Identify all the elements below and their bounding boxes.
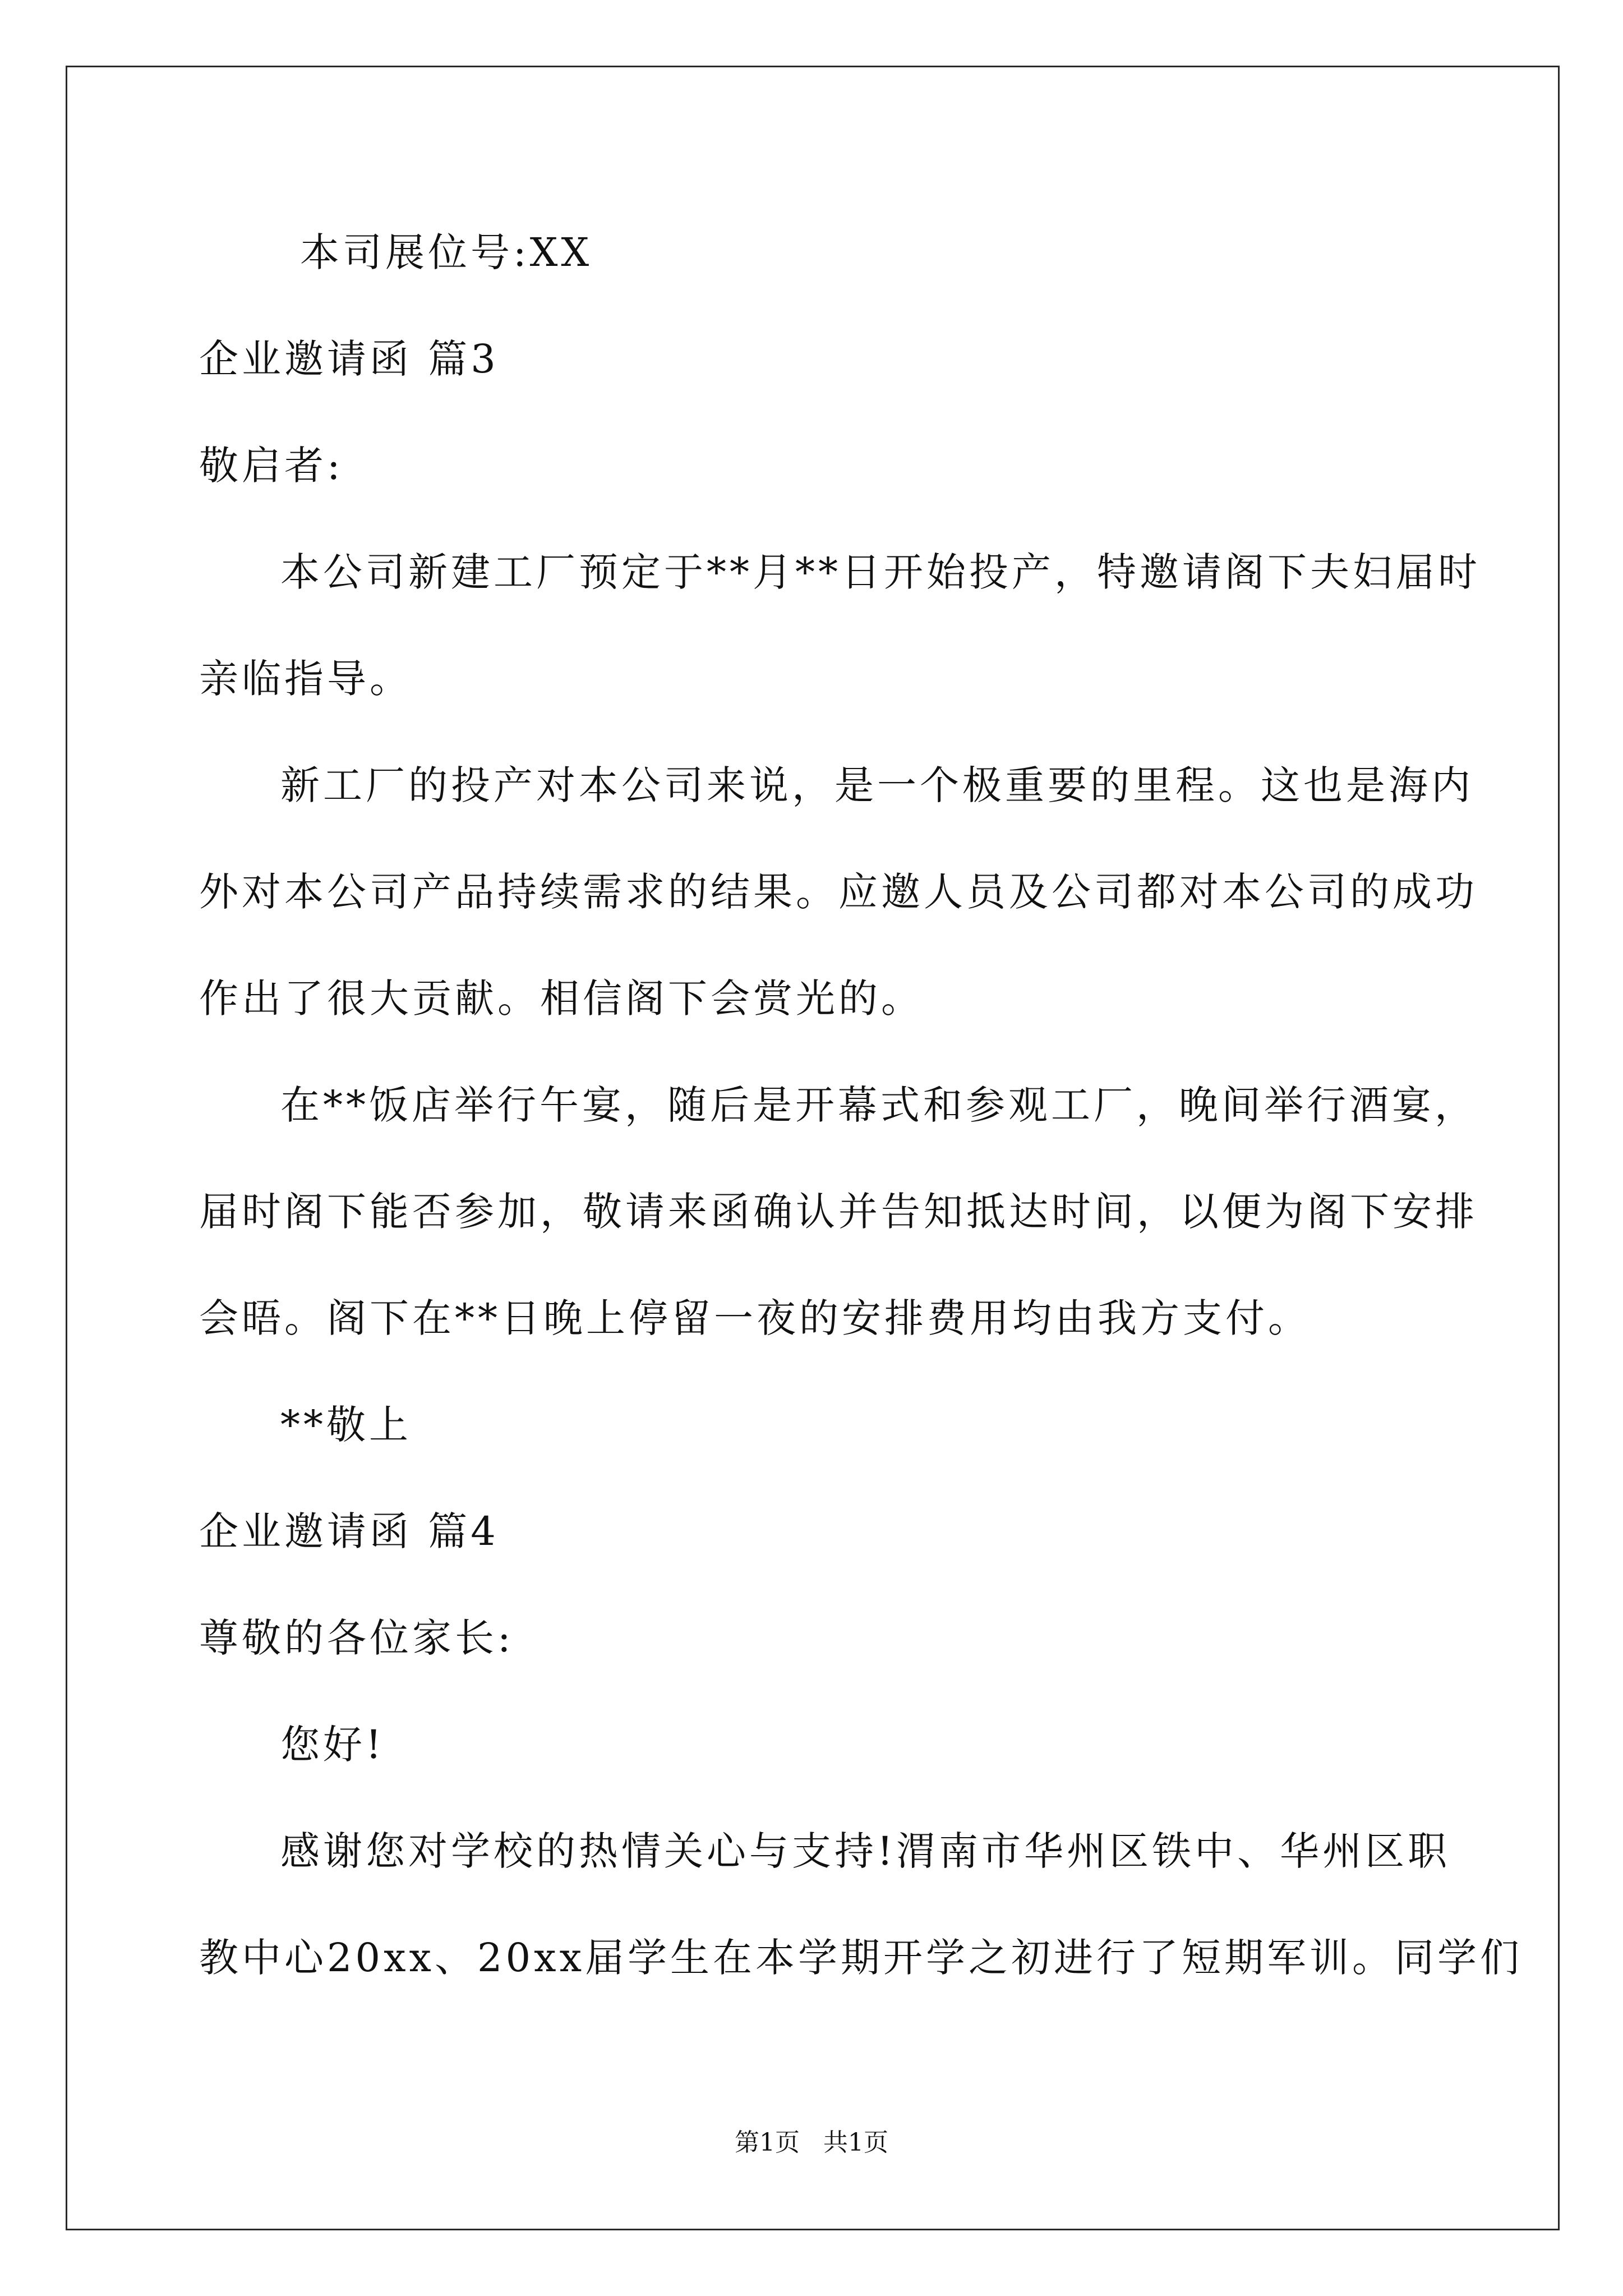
paragraph-line: 会晤。阁下在**日晚上停留一夜的安排费用均由我方支付。 <box>199 1295 1311 1341</box>
salutation: 敬启者: <box>199 443 344 489</box>
salutation: 尊敬的各位家长: <box>199 1615 514 1661</box>
paragraph-line: 作出了很大贡献。相信阁下会赏光的。 <box>199 976 924 1022</box>
greeting-line: 您好! <box>280 1722 385 1768</box>
paragraph-line: 感谢您对学校的热情关心与支持!渭南市华州区铁中、华州区职 <box>280 1828 1451 1874</box>
paragraph-line: 届时阁下能否参加，敬请来函确认并告知抵达时间，以便为阁下安排 <box>199 1189 1478 1235</box>
paragraph-line: 亲临指导。 <box>199 656 412 702</box>
paragraph-line: 本公司新建工厂预定于**月**日开始投产，特邀请阁下夫妇届时 <box>280 549 1481 595</box>
paragraph-line: 在**饭店举行午宴，随后是开幕式和参观工厂，晚间举行酒宴， <box>280 1082 1477 1128</box>
section-heading-4: 企业邀请函 篇4 <box>199 1508 499 1554</box>
booth-number-line: 本司展位号:XX <box>300 229 593 275</box>
page-border <box>66 66 1560 2230</box>
page-footer: 第1页 共1页 <box>735 2128 888 2157</box>
signature-line: **敬上 <box>280 1402 412 1448</box>
paragraph-line: 教中心20xx、20xx届学生在本学期开学之初进行了短期军训。同学们 <box>199 1935 1523 1981</box>
section-heading-3: 企业邀请函 篇3 <box>199 336 499 382</box>
paragraph-line: 外对本公司产品持续需求的结果。应邀人员及公司都对本公司的成功 <box>199 869 1478 915</box>
paragraph-line: 新工厂的投产对本公司来说，是一个极重要的里程。这也是海内 <box>280 762 1474 808</box>
